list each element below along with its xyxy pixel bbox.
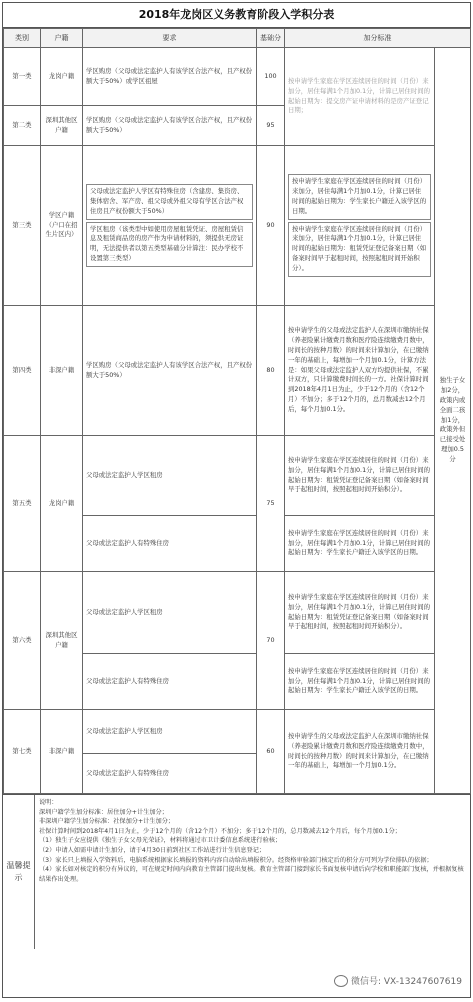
score-table-document: [2, 2, 471, 998]
requirement-cell: 学区购房（父母或法定监护人有该学区合法产权，且产权份额大于50%）: [83, 106, 257, 146]
header-row: [4, 29, 471, 48]
header-base-score: 基础分: [257, 29, 285, 48]
score-table: [3, 28, 471, 794]
table-row: [4, 306, 471, 436]
tips-body: [35, 795, 470, 949]
bonus-sub-b: 按申请学生家庭在学区连续居住的时间（月份）来加分，居住每满1个月加0.1分，计算已居住时间的起始日期为：租赁凭证登记备案日期（如备案时间早于起租时间，按照起租时间开始积分）。: [288, 222, 431, 278]
base-score-cell: 70: [257, 572, 285, 710]
base-score-cell: 75: [257, 436, 285, 572]
watermark-text: 微信号: VX-13247607619: [350, 977, 462, 987]
huji-cell: 非深户籍: [41, 710, 83, 794]
table-row: [4, 572, 471, 654]
huji-cell: 深圳其他区户籍: [41, 572, 83, 710]
tips-line: （3）家长只上填报入学资料后，电脑系统根据家长填报的资料内容自动给出填报积分。经资格审验部门核定后的积分方可列为学位排队的依据；: [39, 856, 433, 864]
base-score-cell: 80: [257, 306, 285, 436]
tips-section: [3, 794, 470, 949]
table-row: [4, 436, 471, 516]
requirement-cell: 父母或法定监护人学区租房: [83, 710, 257, 754]
requirement-cell: 父母或法定监护人有特殊住房: [83, 654, 257, 710]
category-cell: 第五类: [4, 436, 41, 572]
huji-cell: 龙岗户籍: [41, 436, 83, 572]
header-requirement: 要求: [83, 29, 257, 48]
watermark: [334, 974, 462, 987]
category-cell: 第六类: [4, 572, 41, 710]
bonus-cell: 按申请学生的父母或法定监护人在深圳市缴纳社保（养老险累计缴费月数和医疗险连续缴费月数中，时间长的按种月数）的时间来计算加分，在已缴纳一年的基础上，每增加一个月加0.1分，计算方法是：如果父母或法定监护人双方均提供社保，不累计双方，只计算缴费时间长的一方。社保计算时间到2018年4月1日为止，少于12个月的（含12个月）不加分；多于12个月的，总月数减去12个月后，每个月加0.1分。: [285, 306, 435, 436]
table-row: [4, 710, 471, 754]
requirement-cell: 学区购房（父母或法定监护人有该学区合法产权，且产权份额大于50%）或学区祖屋: [83, 48, 257, 106]
tips-line: （2）申请人如需申请计生加分，请于4月30日前到社区工作站进行计生信息登记；: [39, 847, 266, 855]
base-score-cell: 95: [257, 106, 285, 146]
bonus-cell: 按申请学生的父母或法定监护人在深圳市缴纳社保（养老险累计缴费月数和医疗险连续缴费月数中，时间长的按种月数）的时间来计算加分，在已缴纳一年的基础上，每增加一个月加0.1分。: [285, 710, 435, 794]
header-category: 类别: [4, 29, 41, 48]
bonus-cell: 按申请学生家庭在学区连续居住的时间（月份）来加分，居住每满1个月加0.1分，计算已居住时间的起始日期为：学生家长户籍迁入该学区的日期。: [285, 654, 435, 710]
requirement-cell: 父母或法定监护人学区租房: [83, 572, 257, 654]
category-cell: 第一类: [4, 48, 41, 106]
huji-cell: 非深户籍: [41, 306, 83, 436]
category-cell: 第三类: [4, 146, 41, 306]
requirement-cell: 学区购房（父母或法定监护人有该学区合法产权，且产权份额大于50%）: [83, 306, 257, 436]
base-score-cell: 90: [257, 146, 285, 306]
tips-line: 非深圳户籍学生加分标准：社保加分+计生加分；: [39, 818, 175, 826]
tips-line: 深圳户籍学生加分标准：居住加分+计生加分；: [39, 808, 168, 816]
base-score-cell: 100: [257, 48, 285, 106]
requirement-sub-a: 父母或法定监护人学区有特殊住房（含建房、集资房、集体宿舍、军产房、祖父母或外祖父母有学区合法产权住房且产权份额大于50%）: [86, 184, 253, 220]
tips-line: （4）家长如对核定的积分有异议的，可在规定时间内向教育主管部门提出复核。教育主管部门接到家长书面复核申请后向学校和职能部门复核，并根据复核结果作出处理。: [39, 866, 464, 883]
bonus-cell: 按申请学生家庭在学区连续居住的时间（月份）来加分，居住每满1个月加0.1分，计算已居住时间的起始日期为：学生家长户籍迁入该学区的日期。: [285, 516, 435, 572]
bonus-cell: [285, 146, 435, 306]
family-planning-bonus-cell: 独生子女加2分，政策内或全面二孩加1分，政策外但已接受处理加0.5分: [435, 48, 471, 794]
huji-cell: 学区户籍（户口在招生片区内）: [41, 146, 83, 306]
page-title: 2018年龙岗区义务教育阶段入学积分表: [3, 3, 470, 28]
category-cell: 第二类: [4, 106, 41, 146]
base-score-cell: 60: [257, 710, 285, 794]
bonus-cell: 按申请学生家庭在学区连续居住的时间（月份）来加分，居住每满1个月加0.1分，计算已居住时间的起始日期为：租赁凭证登记备案日期（如备案时间早于起租时间，按照起租时间开始积分）。: [285, 436, 435, 516]
category-cell: 第四类: [4, 306, 41, 436]
huji-cell: 深圳其他区户籍: [41, 106, 83, 146]
requirement-cell: 父母或法定监护人有特殊住房: [83, 516, 257, 572]
requirement-cell: [83, 146, 257, 306]
header-huji: 户籍: [41, 29, 83, 48]
table-row: [4, 146, 471, 306]
wechat-icon: [334, 975, 348, 987]
tips-line: （1）独生子女应提供《独生子女父母光荣证》，材料将通过市卫计委信息系统进行验核；: [39, 837, 282, 845]
header-bonus-standard: 加分标准: [285, 29, 471, 48]
bonus-cell: 按申请学生家庭在学区连续居住的时间（月份）来加分，居住每满1个月加0.1分，计算已居住时间的起始日期为：租赁凭证登记备案日期（如备案时间早于起租时间，按照起租时间开始积分）。: [285, 572, 435, 654]
huji-cell: 龙岗户籍: [41, 48, 83, 106]
category-cell: 第七类: [4, 710, 41, 794]
requirement-sub-b: 学区租房（该类型中如使用房屋租赁凭证、房屋租赁信息及租赁商品房的房产作为申请材料的，须提供无房证明，无法提供者以第五类型基础分计算注：民办学校不设置第三类型）: [86, 222, 253, 268]
tips-label: 温馨提示: [3, 795, 35, 949]
bonus-sub-a: 按申请学生家庭在学区连续居住的时间（月份）来加分，居住每满1个月加0.1分，计算已居住时间的起始日期为：学生家长户籍迁入该学区的日期。: [288, 174, 431, 220]
tips-line: 社保计算时间到2018年4月1日为止，少于12个月的（含12个月）不加分；多于12个月的，总月数减去12个月后，每个月加0.1分；: [39, 827, 401, 835]
requirement-cell: 父母或法定监护人有特殊住房: [83, 754, 257, 794]
requirement-cell: 父母或法定监护人学区租房: [83, 436, 257, 516]
tips-line: 说明：: [39, 799, 58, 806]
bonus-cell: 按申请学生家庭在学区连续居住的时间（月份）来加分，居住每满1个月加0.1分，计算已居住时间的起始日期为：提交房产证申请材料的是房产证登记日期；: [285, 48, 435, 146]
table-row: [4, 48, 471, 106]
